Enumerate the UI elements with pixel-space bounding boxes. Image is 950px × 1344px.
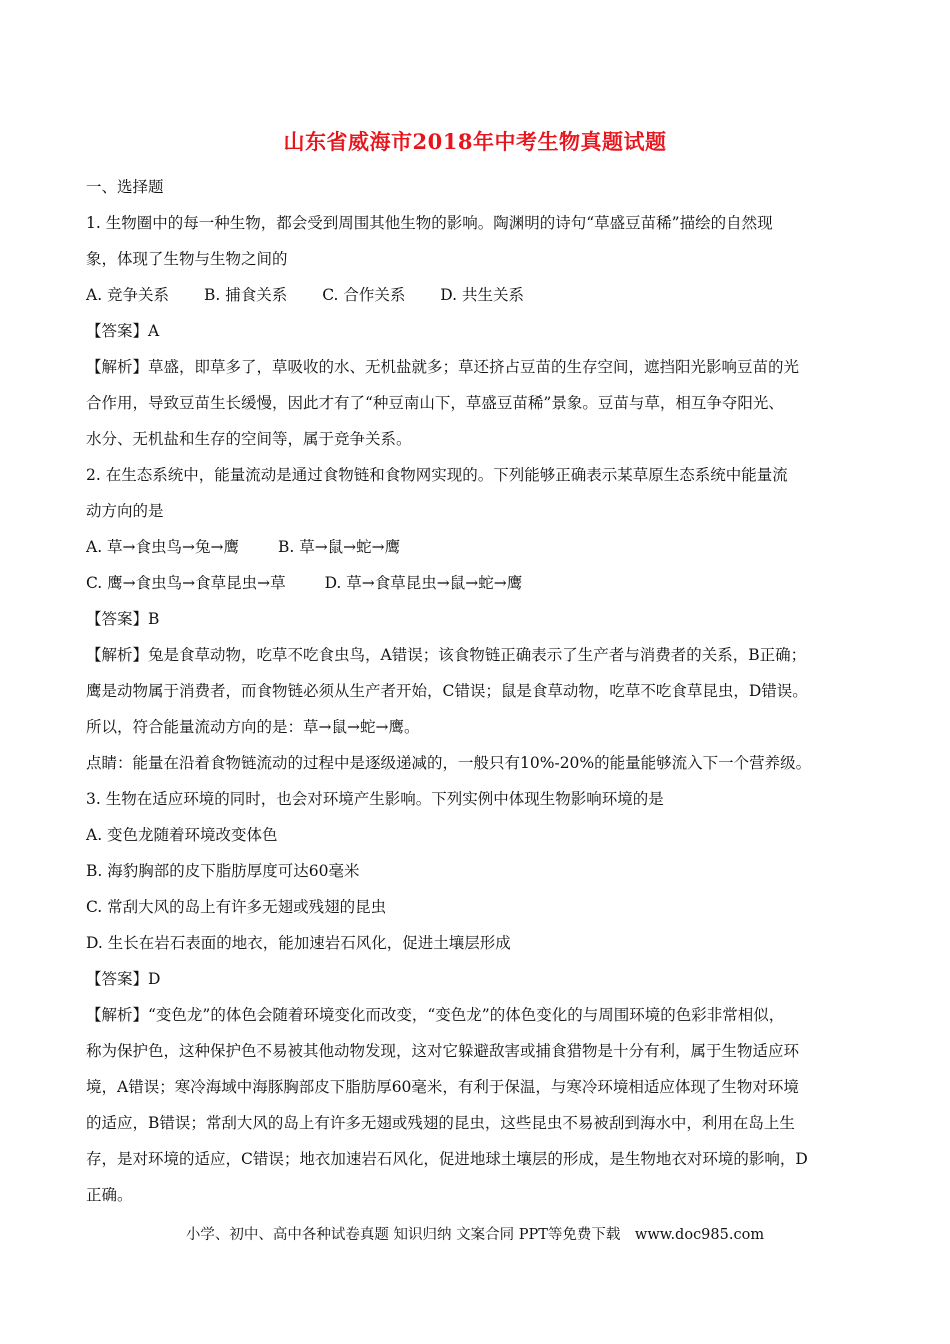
q3-option-a: A. 变色龙随着环境改变体色 xyxy=(86,826,278,844)
q2-tip: 点睛：能量在沿着食物链流动的过程中是逐级递减的，一般只有10%-20%的能量能够流入下一个营养级。 xyxy=(86,754,812,772)
q3-analysis-line: 存，是对环境的适应，C错误；地衣加速岩石风化，促进地球土壤层的形成，是生物地衣对环境的影响，D xyxy=(86,1150,808,1168)
q2-option-d: D. 草→食草昆虫→鼠→蛇→鹰 xyxy=(324,574,523,592)
q3-answer: 【答案】D xyxy=(86,970,161,988)
question-1-stem xyxy=(86,212,866,270)
document-body xyxy=(86,176,866,1220)
q3-analysis-line: 的适应，B错误；常刮大风的岛上有许多无翅或残翅的昆虫，这些昆虫不易被刮到海水中，利用在岛上生 xyxy=(86,1114,795,1132)
question-1-options xyxy=(86,284,866,306)
q3-option-d: D. 生长在岩石表面的地衣，能加速岩石风化，促进土壤层形成 xyxy=(86,934,511,952)
q2-analysis-line: 【解析】兔是食草动物，吃草不吃食虫鸟，A错误；该食物链正确表示了生产者与消费者的关系，B正确； xyxy=(86,646,807,664)
q1-stem-line: 1. 生物圈中的每一种生物，都会受到周围其他生物的影响。陶渊明的诗句“草盛豆苗稀”描绘的自然现 xyxy=(86,214,773,232)
q3-option-c: C. 常刮大风的岛上有许多无翅或残翅的昆虫 xyxy=(86,898,387,916)
q1-option-b: B. 捕食关系 xyxy=(204,286,288,304)
q1-analysis-line: 水分、无机盐和生存的空间等，属于竞争关系。 xyxy=(86,430,412,448)
q3-option-b: B. 海豹胸部的皮下脂肪厚度可达60毫米 xyxy=(86,862,360,880)
q2-stem-line: 2. 在生态系统中，能量流动是通过食物链和食物网实现的。下列能够正确表示某草原生态系统中能量流 xyxy=(86,466,788,484)
q1-analysis-line: 合作用，导致豆苗生长缓慢，因此才有了“种豆南山下，草盛豆苗稀”景象。豆苗与草，相互争夺阳光、 xyxy=(86,394,784,412)
q1-option-a: A. 竞争关系 xyxy=(86,286,170,304)
q1-analysis xyxy=(86,356,866,450)
q2-option-a: A. 草→食虫鸟→兔→鹰 xyxy=(86,538,240,556)
q3-analysis-line: 称为保护色，这种保护色不易被其他动物发现，这对它躲避敌害或捕食猎物是十分有利，属于生物适应环 xyxy=(86,1042,800,1060)
q1-option-d: D. 共生关系 xyxy=(440,286,525,304)
q1-analysis-line: 【解析】草盛，即草多了，草吸收的水、无机盐就多；草还挤占豆苗的生存空间，遮挡阳光影响豆苗的光 xyxy=(86,358,800,376)
question-2-options-row-1 xyxy=(86,536,866,558)
q2-answer: 【答案】B xyxy=(86,610,160,628)
q1-option-c: C. 合作关系 xyxy=(322,286,406,304)
q2-analysis-line: 所以，符合能量流动方向的是：草→鼠→蛇→鹰。 xyxy=(86,718,420,736)
question-3-stem: 3. 生物在适应环境的同时，也会对环境产生影响。下列实例中体现生物影响环境的是 xyxy=(86,790,664,808)
q3-analysis-line: 【解析】“变色龙”的体色会随着环境变化而改变，“变色龙”的体色变化的与周围环境的色彩非常相似， xyxy=(86,1006,785,1024)
q2-option-b: B. 草→鼠→蛇→鹰 xyxy=(277,538,401,556)
section-heading: 一、选择题 xyxy=(86,178,164,196)
question-2-stem xyxy=(86,464,866,522)
question-2-options-row-2 xyxy=(86,572,866,594)
q2-analysis-line: 鹰是动物属于消费者，而食物链必须从生产者开始，C错误；鼠是食草动物，吃草不吃食草昆虫，D错误。 xyxy=(86,682,808,700)
q3-analysis-line: 正确。 xyxy=(86,1186,133,1204)
q2-analysis xyxy=(86,644,866,738)
page-footer: 小学、初中、高中各种试卷真题 知识归纳 文案合同 PPT等免费下载 www.doc985.com xyxy=(185,1227,765,1243)
q1-stem-line: 象，体现了生物与生物之间的 xyxy=(86,250,288,268)
q2-stem-line: 动方向的是 xyxy=(86,502,164,520)
q2-option-c: C. 鹰→食虫鸟→食草昆虫→草 xyxy=(86,574,286,592)
page-title: 山东省威海市2018年中考生物真题试题 xyxy=(283,129,667,154)
q3-analysis-line: 境，A错误；寒冷海域中海豚胸部皮下脂肪厚60毫米，有利于保温，与寒冷环境相适应体现了生物对环境 xyxy=(86,1078,799,1096)
q3-analysis xyxy=(86,1004,866,1206)
q1-answer: 【答案】A xyxy=(86,322,160,340)
